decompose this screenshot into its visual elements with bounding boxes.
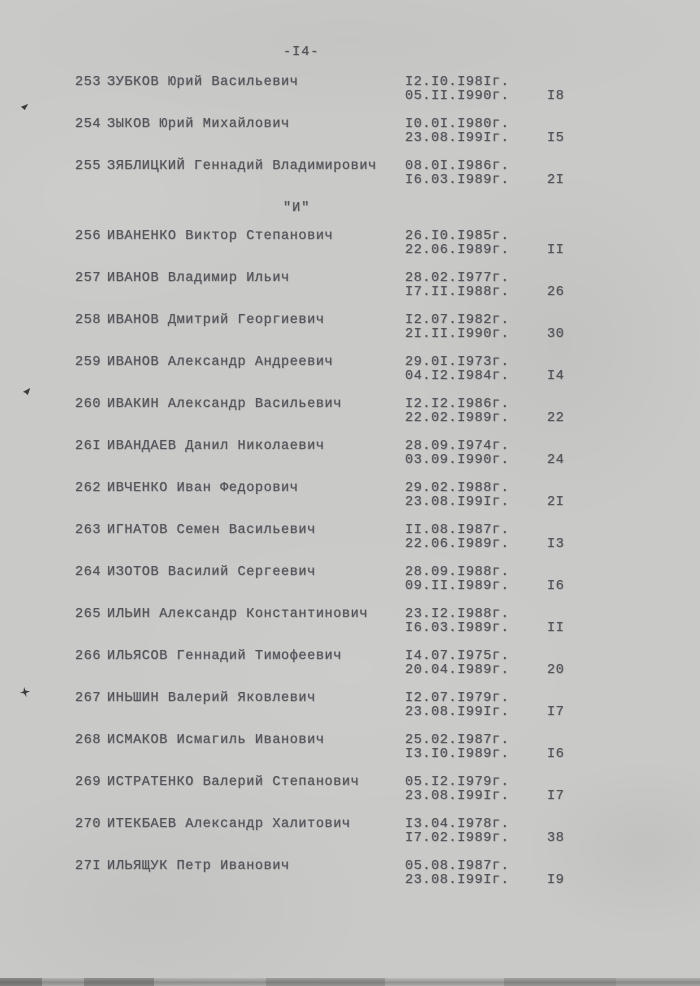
entry-dates <box>405 398 547 426</box>
entry-dates <box>405 566 547 594</box>
entry-count: 22 <box>547 411 565 426</box>
list-item <box>0 734 700 762</box>
list-item <box>0 76 700 104</box>
entry-date-second: 23.08.I99Iг. <box>405 131 510 146</box>
entry-dates <box>405 650 547 678</box>
entry-count: I6 <box>547 579 565 594</box>
list-item <box>0 440 700 468</box>
entry-number: 266 <box>75 649 102 664</box>
entry-dates <box>405 356 547 384</box>
entry-date-second: 22.02.I989г. <box>405 411 510 426</box>
entry-date-first: I3.04.I978г. <box>405 817 510 832</box>
entry-number: 255 <box>75 159 102 174</box>
entry-name: ИВАНОВ Владимир Ильич <box>107 271 290 286</box>
entry-number: 257 <box>75 271 102 286</box>
list-item <box>0 650 700 678</box>
entry-name: ИЗОТОВ Василий Сергеевич <box>107 565 316 580</box>
entry-date-second: 22.06.I989г. <box>405 243 510 258</box>
entry-number: 263 <box>75 523 102 538</box>
entry-date-first: 25.02.I987г. <box>405 733 510 748</box>
entry-date-second: 2I.II.I990г. <box>405 327 510 342</box>
entry-date-second: I7.II.I988г. <box>405 285 510 300</box>
list-item <box>0 482 700 510</box>
entry-number: 262 <box>75 481 102 496</box>
entry-date-first: 08.0I.I986г. <box>405 159 510 174</box>
entry-count: I9 <box>547 873 565 888</box>
entry-date-second: 23.08.I99Iг. <box>405 705 510 720</box>
entry-name: ИСТРАТЕНКО Валерий Степанович <box>107 775 360 790</box>
entry-number: 270 <box>75 817 102 832</box>
entry-dates <box>405 608 547 636</box>
entry-dates <box>405 776 547 804</box>
entry-count: I3 <box>547 537 565 552</box>
entry-dates <box>405 860 547 888</box>
entry-count: I8 <box>547 89 565 104</box>
entry-name: ЗЫКОВ Юрий Михайлович <box>107 117 290 132</box>
entry-name: ИВАНОВ Александр Андреевич <box>107 355 334 370</box>
entry-count: I7 <box>547 789 565 804</box>
entry-count: 30 <box>547 327 565 342</box>
list-item <box>0 608 700 636</box>
entry-date-first: 28.02.I977г. <box>405 271 510 286</box>
entry-dates <box>405 524 547 552</box>
entry-date-first: 28.09.I974г. <box>405 439 510 454</box>
entry-count: 26 <box>547 285 565 300</box>
list-item <box>0 566 700 594</box>
entry-date-first: 23.I2.I988г. <box>405 607 510 622</box>
list-item <box>0 230 700 258</box>
entry-name: ИВЧЕНКО Иван Федорович <box>107 481 299 496</box>
entry-date-second: I7.02.I989г. <box>405 831 510 846</box>
entry-date-second: 20.04.I989г. <box>405 663 510 678</box>
entry-date-second: I3.I0.I989г. <box>405 747 510 762</box>
entry-name: ЗЯБЛИЦКИЙ Геннадий Владимирович <box>107 159 377 174</box>
entry-date-first: 26.I0.I985г. <box>405 229 510 244</box>
entry-dates <box>405 692 547 720</box>
entry-name: ИВАНЕНКО Виктор Степанович <box>107 229 334 244</box>
entry-dates <box>405 734 547 762</box>
entry-name: ИВАКИН Александр Васильевич <box>107 397 342 412</box>
entry-dates <box>405 160 547 188</box>
entry-date-first: I2.I0.I98Iг. <box>405 75 510 90</box>
entry-count: 2I <box>547 495 565 510</box>
section-header: "И" <box>283 201 311 216</box>
entry-date-second: 23.08.I99Iг. <box>405 789 510 804</box>
entry-name: ЗУБКОВ Юрий Васильевич <box>107 75 299 90</box>
entry-number: 254 <box>75 117 102 132</box>
entry-number: 258 <box>75 313 102 328</box>
entry-date-first: 28.09.I988г. <box>405 565 510 580</box>
entry-name: ИНЬШИН Валерий Яковлевич <box>107 691 316 706</box>
page-number: -I4- <box>283 45 320 60</box>
list-item <box>0 524 700 552</box>
entry-dates <box>405 118 547 146</box>
entries-list <box>0 76 700 902</box>
list-item <box>0 692 700 720</box>
entry-date-second: I6.03.I989г. <box>405 621 510 636</box>
entry-number: 267 <box>75 691 102 706</box>
entry-date-first: I4.07.I975г. <box>405 649 510 664</box>
entry-date-first: I0.0I.I980г. <box>405 117 510 132</box>
entry-name: ИЛЬЯСОВ Геннадий Тимофеевич <box>107 649 342 664</box>
entry-date-first: 29.02.I988г. <box>405 481 510 496</box>
entry-date-second: 23.08.I99Iг. <box>405 495 510 510</box>
list-item <box>0 272 700 300</box>
list-item <box>0 818 700 846</box>
entry-count: 38 <box>547 831 565 846</box>
entry-name: ИВАНОВ Дмитрий Георгиевич <box>107 313 325 328</box>
entry-count: I7 <box>547 705 565 720</box>
entry-dates <box>405 76 547 104</box>
entry-count: I5 <box>547 131 565 146</box>
entry-count: II <box>547 243 565 258</box>
list-item <box>0 314 700 342</box>
list-item <box>0 860 700 888</box>
entry-date-first: 05.08.I987г. <box>405 859 510 874</box>
entry-number: 264 <box>75 565 102 580</box>
entry-dates <box>405 314 547 342</box>
entry-count: 20 <box>547 663 565 678</box>
entry-number: 253 <box>75 75 102 90</box>
entry-count: II <box>547 621 565 636</box>
entry-number: 259 <box>75 355 102 370</box>
entry-dates <box>405 818 547 846</box>
entry-number: 256 <box>75 229 102 244</box>
entry-number: 27I <box>75 859 102 874</box>
entry-dates <box>405 482 547 510</box>
list-item <box>0 398 700 426</box>
list-item <box>0 356 700 384</box>
entry-count: 24 <box>547 453 565 468</box>
entry-number: 26I <box>75 439 102 454</box>
list-item <box>0 776 700 804</box>
entry-number: 269 <box>75 775 102 790</box>
entry-date-second: 03.09.I990г. <box>405 453 510 468</box>
entry-dates <box>405 272 547 300</box>
entry-date-second: 23.08.I99Iг. <box>405 873 510 888</box>
entry-name: ИЛЬИН Александр Константинович <box>107 607 369 622</box>
entry-date-first: II.08.I987г. <box>405 523 510 538</box>
entry-date-second: 05.II.I990г. <box>405 89 510 104</box>
entry-date-first: I2.07.I982г. <box>405 313 510 328</box>
entry-date-second: 04.I2.I984г. <box>405 369 510 384</box>
list-item <box>0 118 700 146</box>
entry-number: 268 <box>75 733 102 748</box>
entry-name: ИТЕКБАЕВ Александр Халитович <box>107 817 351 832</box>
entry-date-second: 22.06.I989г. <box>405 537 510 552</box>
entry-count: 2I <box>547 173 565 188</box>
entry-dates <box>405 230 547 258</box>
entry-date-first: 05.I2.I979г. <box>405 775 510 790</box>
entry-number: 265 <box>75 607 102 622</box>
entry-name: ИВАНДАЕВ Данил Николаевич <box>107 439 325 454</box>
entry-count: I4 <box>547 369 565 384</box>
scan-edge-shadow <box>0 978 700 986</box>
entry-number: 260 <box>75 397 102 412</box>
list-item <box>0 160 700 188</box>
entry-name: ИСМАКОВ Исмагиль Иванович <box>107 733 325 748</box>
entry-date-second: I6.03.I989г. <box>405 173 510 188</box>
entry-date-first: I2.I2.I986г. <box>405 397 510 412</box>
entry-name: ИЛЬЯЩУК Петр Иванович <box>107 859 290 874</box>
entry-date-first: I2.07.I979г. <box>405 691 510 706</box>
entry-dates <box>405 440 547 468</box>
entry-count: I6 <box>547 747 565 762</box>
entry-name: ИГНАТОВ Семен Васильевич <box>107 523 316 538</box>
entry-date-first: 29.0I.I973г. <box>405 355 510 370</box>
entry-date-second: 09.II.I989г. <box>405 579 510 594</box>
